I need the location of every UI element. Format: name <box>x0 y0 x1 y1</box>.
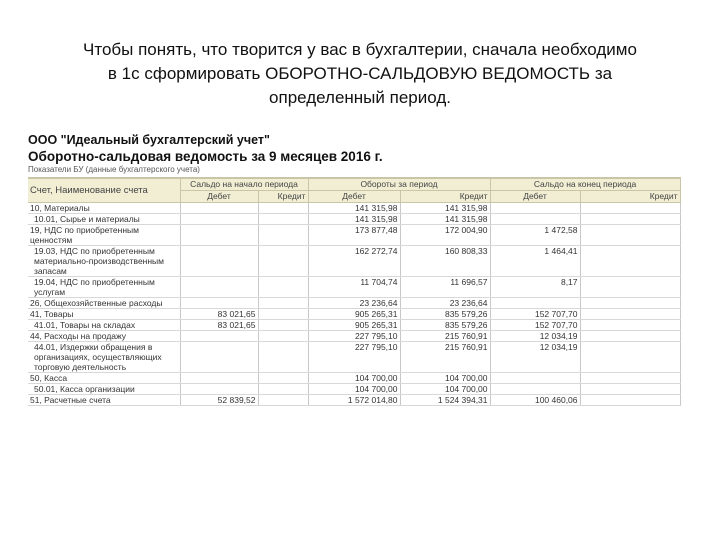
table-row <box>28 395 680 406</box>
opening-debit-cell <box>180 384 258 395</box>
account-cell: 19.04, НДС по приобретенным услугам <box>28 277 180 298</box>
turnover-credit-cell: 172 004,90 <box>400 225 490 246</box>
closing-credit-cell <box>580 298 680 309</box>
turnover-credit-cell: 160 808,33 <box>400 246 490 277</box>
opening-debit-cell <box>180 277 258 298</box>
closing-credit-cell <box>580 246 680 277</box>
heading-line-2: в 1с сформировать ОБОРОТНО-САЛЬДОВУЮ ВЕДОМОСТЬ за <box>107 64 613 83</box>
account-cell: 50, Касса <box>28 373 180 384</box>
table-row <box>28 214 680 225</box>
opening-credit-cell <box>258 225 308 246</box>
table-row <box>28 309 680 320</box>
closing-debit-cell: 8,17 <box>490 277 580 298</box>
turnover-debit-cell: 104 700,00 <box>308 373 400 384</box>
report-parameters: Показатели БУ (данные бухгалтерского учета) <box>28 165 200 174</box>
turnover-debit-cell: 905 265,31 <box>308 309 400 320</box>
closing-debit-cell: 152 707,70 <box>490 320 580 331</box>
column-header-account: Счет, Наименование счета <box>28 178 180 203</box>
opening-credit-cell <box>258 298 308 309</box>
turnover-debit-cell: 1 572 014,80 <box>308 395 400 406</box>
turnover-credit-cell: 835 579,26 <box>400 320 490 331</box>
opening-credit-cell <box>258 246 308 277</box>
column-header-closing-debit: Дебет <box>490 191 580 203</box>
closing-credit-cell <box>580 395 680 406</box>
turnover-credit-cell: 215 760,91 <box>400 342 490 373</box>
closing-debit-cell: 1 464,41 <box>490 246 580 277</box>
account-cell: 41.01, Товары на складах <box>28 320 180 331</box>
closing-credit-cell <box>580 309 680 320</box>
turnover-debit-cell: 227 795,10 <box>308 342 400 373</box>
turnover-debit-cell: 905 265,31 <box>308 320 400 331</box>
column-header-opening-debit: Дебет <box>180 191 258 203</box>
turnover-credit-cell: 1 524 394,31 <box>400 395 490 406</box>
opening-credit-cell <box>258 342 308 373</box>
table-row <box>28 225 680 246</box>
account-cell: 26, Общехозяйственные расходы <box>28 298 180 309</box>
closing-credit-cell <box>580 384 680 395</box>
opening-credit-cell <box>258 320 308 331</box>
opening-debit-cell <box>180 298 258 309</box>
opening-debit-cell <box>180 203 258 214</box>
turnover-debit-cell: 227 795,10 <box>308 331 400 342</box>
closing-credit-cell <box>580 342 680 373</box>
report-screenshot <box>28 133 680 406</box>
turnover-debit-cell: 104 700,00 <box>308 384 400 395</box>
turnover-credit-cell: 141 315,98 <box>400 203 490 214</box>
turnover-debit-cell: 141 315,98 <box>308 203 400 214</box>
account-cell: 19.03, НДС по приобретенным материально-производственным запасам <box>28 246 180 277</box>
column-header-closing-credit: Кредит <box>580 191 680 203</box>
opening-credit-cell <box>258 203 308 214</box>
column-header-closing: Сальдо на конец периода <box>490 178 680 191</box>
table-row <box>28 277 680 298</box>
opening-debit-cell <box>180 225 258 246</box>
turnover-debit-cell: 23 236,64 <box>308 298 400 309</box>
account-cell: 10.01, Сырье и материалы <box>28 214 180 225</box>
turnover-credit-cell: 141 315,98 <box>400 214 490 225</box>
opening-debit-cell <box>180 246 258 277</box>
closing-debit-cell <box>490 298 580 309</box>
turnover-debit-cell: 141 315,98 <box>308 214 400 225</box>
opening-debit-cell <box>180 331 258 342</box>
heading-line-1: Чтобы понять, что творится у вас в бухгалтерии, сначала необходимо <box>83 40 637 59</box>
table-row <box>28 331 680 342</box>
turnover-credit-cell: 835 579,26 <box>400 309 490 320</box>
closing-credit-cell <box>580 331 680 342</box>
account-cell: 41, Товары <box>28 309 180 320</box>
closing-debit-cell: 1 472,58 <box>490 225 580 246</box>
column-header-turnover-credit: Кредит <box>400 191 490 203</box>
opening-credit-cell <box>258 395 308 406</box>
turnover-debit-cell: 173 877,48 <box>308 225 400 246</box>
turnover-debit-cell: 11 704,74 <box>308 277 400 298</box>
table-row <box>28 384 680 395</box>
opening-credit-cell <box>258 373 308 384</box>
closing-debit-cell <box>490 214 580 225</box>
opening-credit-cell <box>258 214 308 225</box>
opening-debit-cell <box>180 214 258 225</box>
account-cell: 44.01, Издержки обращения в организациях, осуществляющих торговую деятельность <box>28 342 180 373</box>
slide-heading <box>40 38 680 110</box>
organization-name: ООО "Идеальный бухгалтерский учет" <box>28 133 270 147</box>
column-header-opening: Сальдо на начало периода <box>180 178 308 191</box>
table-row <box>28 320 680 331</box>
turnover-credit-cell: 23 236,64 <box>400 298 490 309</box>
account-cell: 10, Материалы <box>28 203 180 214</box>
turnover-credit-cell: 104 700,00 <box>400 384 490 395</box>
turnover-debit-cell: 162 272,74 <box>308 246 400 277</box>
opening-debit-cell: 83 021,65 <box>180 309 258 320</box>
opening-debit-cell <box>180 342 258 373</box>
opening-credit-cell <box>258 384 308 395</box>
closing-debit-cell: 100 460,06 <box>490 395 580 406</box>
column-header-turnover: Обороты за период <box>308 178 490 191</box>
closing-credit-cell <box>580 373 680 384</box>
closing-debit-cell <box>490 203 580 214</box>
closing-debit-cell: 12 034,19 <box>490 342 580 373</box>
turnover-credit-cell: 215 760,91 <box>400 331 490 342</box>
closing-credit-cell <box>580 277 680 298</box>
opening-credit-cell <box>258 331 308 342</box>
account-cell: 44, Расходы на продажу <box>28 331 180 342</box>
column-header-turnover-debit: Дебет <box>308 191 400 203</box>
closing-credit-cell <box>580 225 680 246</box>
account-cell: 19, НДС по приобретенным ценностям <box>28 225 180 246</box>
closing-credit-cell <box>580 320 680 331</box>
opening-debit-cell <box>180 373 258 384</box>
closing-credit-cell <box>580 214 680 225</box>
table-row <box>28 246 680 277</box>
closing-credit-cell <box>580 203 680 214</box>
opening-credit-cell <box>258 277 308 298</box>
balance-sheet-table <box>28 177 681 406</box>
opening-credit-cell <box>258 309 308 320</box>
account-cell: 51, Расчетные счета <box>28 395 180 406</box>
opening-debit-cell: 83 021,65 <box>180 320 258 331</box>
heading-line-3: определенный период. <box>269 88 451 107</box>
table-row <box>28 342 680 373</box>
closing-debit-cell <box>490 384 580 395</box>
table-row <box>28 298 680 309</box>
column-header-opening-credit: Кредит <box>258 191 308 203</box>
table-row <box>28 373 680 384</box>
table-row <box>28 203 680 214</box>
report-title: Оборотно-сальдовая ведомость за 9 месяцев 2016 г. <box>28 149 383 164</box>
opening-debit-cell: 52 839,52 <box>180 395 258 406</box>
turnover-credit-cell: 104 700,00 <box>400 373 490 384</box>
closing-debit-cell: 12 034,19 <box>490 331 580 342</box>
turnover-credit-cell: 11 696,57 <box>400 277 490 298</box>
account-cell: 50.01, Касса организации <box>28 384 180 395</box>
closing-debit-cell <box>490 373 580 384</box>
closing-debit-cell: 152 707,70 <box>490 309 580 320</box>
